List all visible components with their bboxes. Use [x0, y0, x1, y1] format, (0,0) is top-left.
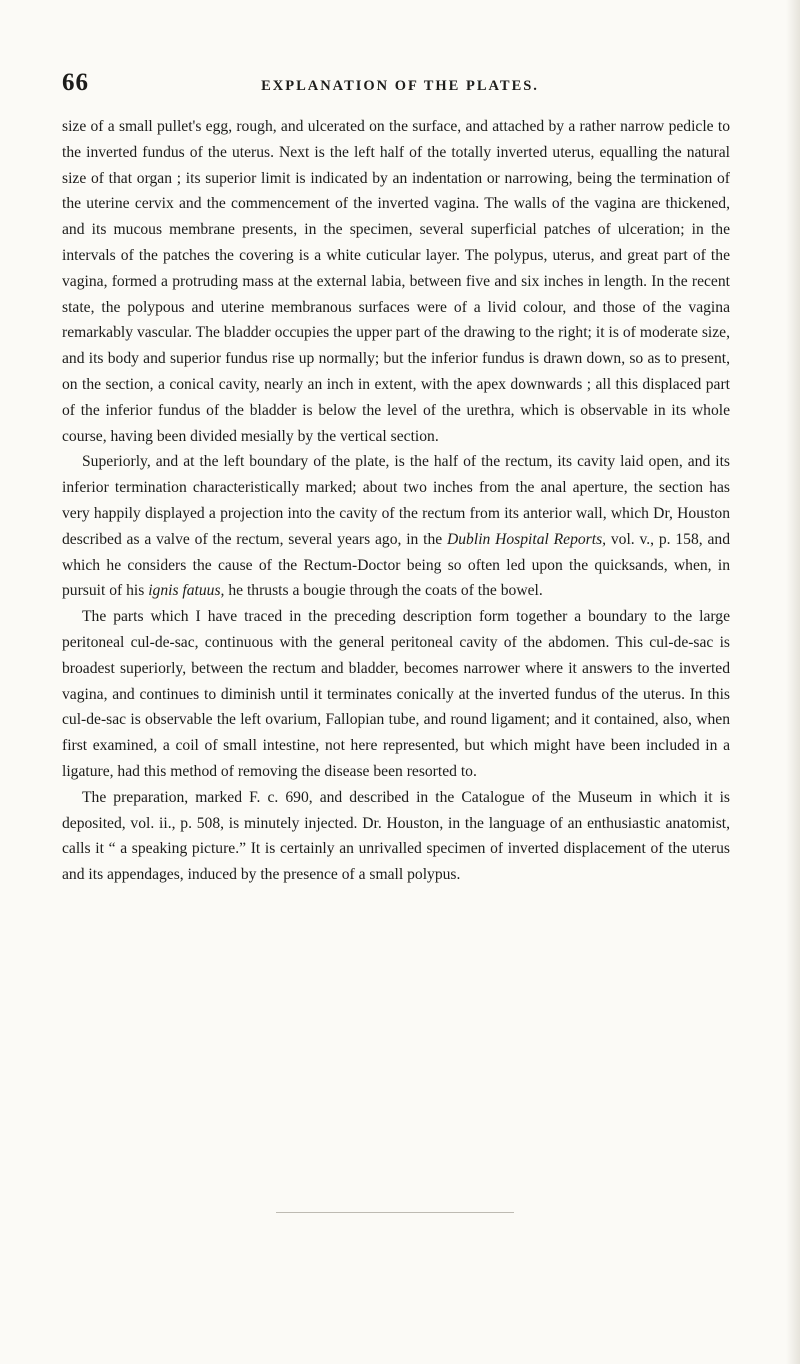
text-segment: The preparation, marked F. c. 690, and described in the Catalogue of the Museum in which it is deposited, vol. ii., p. 508, is minutely injected. Dr. Houston, in the language of an enthusiastic anatomist, calls it “ a speaking picture.” It is certainly an unrivalled specimen of inverted displacement of the uterus and its appendages, induced by the presence of a small polypus. [62, 788, 730, 884]
paragraph-4 [62, 785, 730, 888]
text-segment: vol. v., p. 158, and which he considers the cause of the Rectum-Doctor being so often led upon the quicksands, when, in pursuit of his [62, 530, 730, 600]
text-segment: he thrusts a bougie through the coats of the bowel. [224, 582, 543, 600]
body-text [62, 114, 730, 888]
paragraph-3 [62, 604, 730, 785]
journal-title-italic: Dublin Hospital Reports, [447, 530, 607, 548]
running-head: EXPLANATION OF THE PLATES. [261, 78, 539, 94]
text-segment: The parts which I have traced in the preceding description form together a boundary to the large peritoneal cul-de-sac, continuous with the general peritoneal cavity of the abdomen. This cul-de-sac is broadest superiorly, between the rectum and bladder, becomes narrower where it answers to the inverted vagina, and continues to diminish until it terminates conically at the inverted fundus of the uterus. In this cul-de-sac is observable the left ovarium, Fallopian tube, and round ligament; and it contained, also, when first examined, a coil of small intestine, not here represented, but which might have been included in a ligature, had this method of removing the disease been resorted to. [62, 608, 730, 780]
bottom-rule [276, 1212, 514, 1213]
latin-phrase-italic: ignis fatuus, [148, 582, 225, 600]
paragraph-1 [62, 114, 730, 449]
page-edge-shading [786, 0, 800, 1364]
text-segment: Superiorly, and at the left boundary of the plate, is the half of the rectum, its cavity laid open, and its inferior termination characteristically marked; about two inches from the anal aperture, the section has very happily displayed a projection into the cavity of the rectum from its anterior wall, which Dr, Houston described as a valve of the rectum, several years ago, in the [62, 453, 730, 548]
text-segment: size of a small pullet's egg, rough, and ulcerated on the surface, and attached by a rather narrow pedicle to the inverted fundus of the uterus. Next is the left half of the totally inverted uterus, equalling the natural size of that organ ; its superior limit is indicated by an indentation or narrowing, being the termination of the uterine cervix and the commencement of the inverted vagina. The walls of the vagina are thickened, and its mucous membrane presents, in the specimen, several superficial patches of ulceration; in the intervals of the patches the covering is a white cuticular layer. The polypus, uterus, and great part of the vagina, formed a protruding mass at the external labia, between five and six inches in length. In the recent state, the polypous and uterine membranous surfaces were of a livid colour, and those of the vagina remarkably vascular. The bladder occupies the upper part of the drawing to the right; it is of moderate size, and its body and superior fundus rise up normally; but the inferior fundus is drawn down, so as to present, on the section, a conical cavity, nearly an inch in extent, with the apex downwards ; all this displaced part of the inferior fundus of the bladder is below the level of the urethra, which is observable in its whole course, having been divided mesially by the vertical section. [62, 118, 730, 445]
page-number: 66 [62, 69, 89, 96]
paragraph-2 [62, 449, 730, 604]
